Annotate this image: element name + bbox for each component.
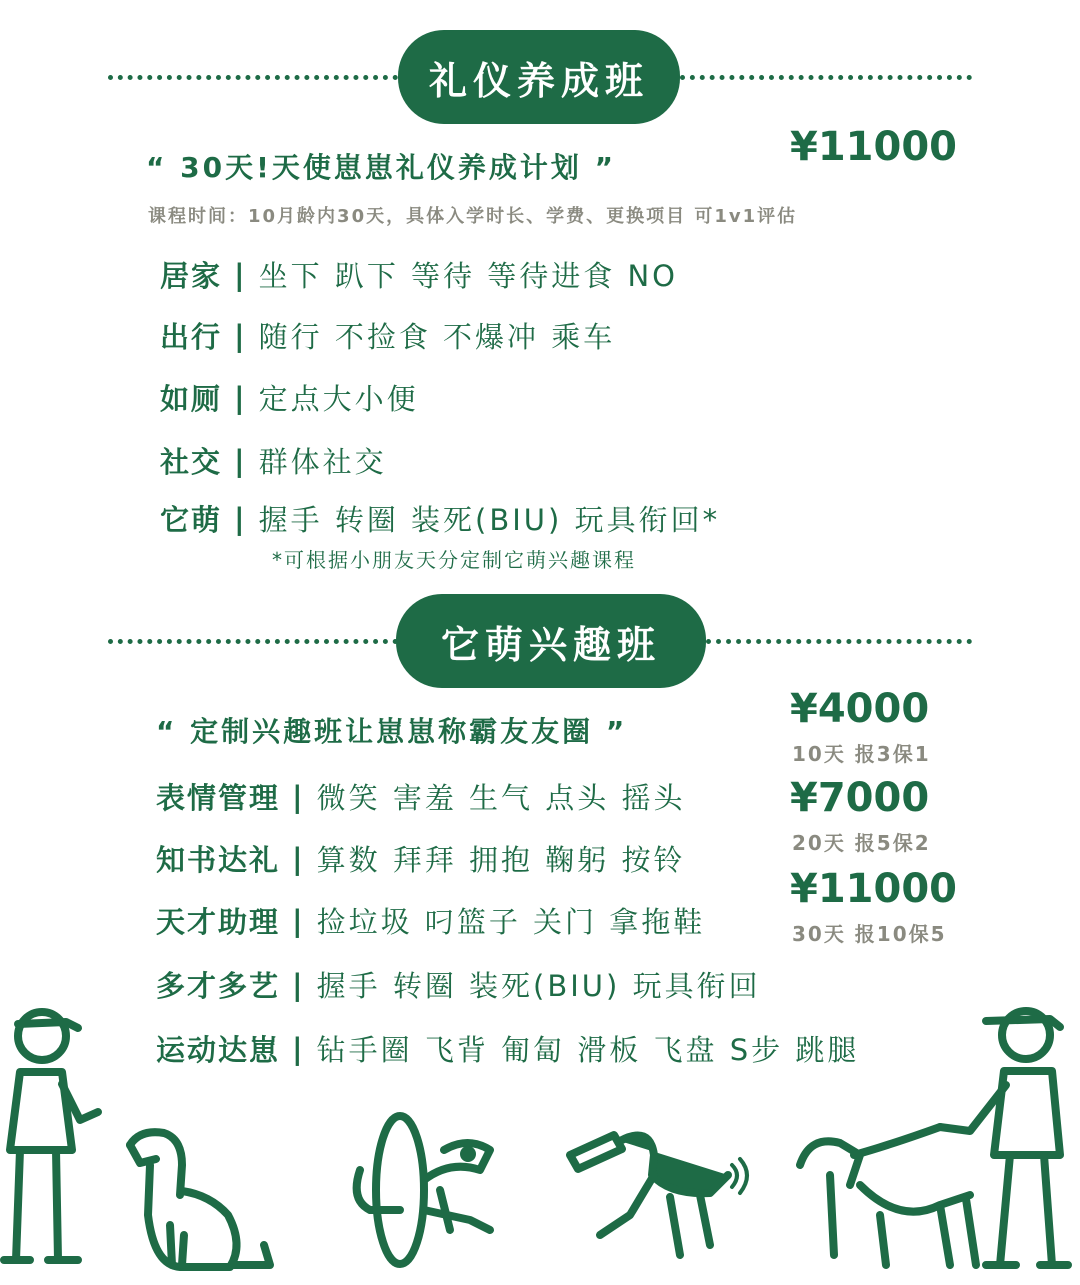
man-with-treat-icon — [0, 1000, 110, 1270]
row-items: 捡垃圾 叼篮子 关门 拿拖鞋 — [316, 905, 706, 939]
row-items: 随行 不捡食 不爆冲 乘车 — [258, 320, 616, 354]
section2-price-note-3: 30天 报10保5 — [792, 922, 947, 946]
row-items: 握手 转圈 装死(BIU) 玩具衔回 — [316, 969, 761, 1003]
list-item — [160, 315, 615, 356]
section1-footnote: *可根据小朋友天分定制它萌兴趣课程 — [272, 548, 636, 572]
list-item — [160, 498, 720, 539]
dog-jumping-hoop-icon — [340, 1110, 510, 1270]
row-label: 社交 — [160, 445, 223, 479]
row-separator: | — [292, 903, 303, 938]
row-separator: | — [292, 967, 303, 1002]
row-label: 知书达礼 — [156, 843, 281, 877]
list-item — [160, 377, 419, 418]
section2-price-3: ¥11000 — [790, 866, 957, 912]
list-item — [160, 254, 678, 295]
section2-price-note-2: 20天 报5保2 — [792, 831, 931, 855]
list-item — [160, 440, 387, 481]
row-separator: | — [234, 501, 245, 536]
row-items: 定点大小便 — [258, 382, 419, 416]
dog-fetching-newspaper-icon — [560, 1115, 750, 1265]
row-label: 天才助理 — [156, 905, 281, 939]
list-item — [156, 900, 705, 941]
course-time-note: 课程时间：10月龄内30天，具体入学时长、学费、更换项目 可1v1评估 — [148, 206, 798, 227]
sitting-dog-icon — [120, 1125, 280, 1275]
row-separator: | — [234, 380, 245, 415]
section1-price: ¥11000 — [790, 124, 957, 170]
list-item — [156, 1028, 859, 1069]
row-items: 群体社交 — [258, 445, 387, 479]
row-separator: | — [234, 257, 245, 292]
man-walking-dog-icon — [790, 995, 1080, 1275]
row-separator: | — [292, 1031, 303, 1066]
row-separator: | — [292, 779, 303, 814]
row-label: 如厕 — [160, 382, 223, 416]
section2-quote: “ 定制兴趣班让崽崽称霸友友圈 ” — [156, 715, 628, 748]
list-item — [156, 964, 761, 1005]
row-items: 坐下 趴下 等待 等待进食 NO — [258, 259, 679, 293]
divider-left — [108, 639, 398, 644]
section2-price-note-1: 10天 报3保1 — [792, 742, 931, 766]
section-title-interest: 它萌兴趣班 — [396, 594, 706, 688]
section2-price-1: ¥4000 — [790, 686, 930, 732]
row-items: 钻手圈 飞背 匍匐 滑板 飞盘 S步 跳腿 — [316, 1033, 860, 1067]
divider-right — [706, 639, 972, 644]
row-items: 握手 转圈 装死(BIU) 玩具衔回* — [258, 503, 721, 537]
row-separator: | — [234, 318, 245, 353]
row-label: 表情管理 — [156, 781, 281, 815]
row-label: 居家 — [160, 259, 223, 293]
row-label: 出行 — [160, 320, 223, 354]
list-item — [156, 776, 685, 817]
divider-left — [108, 75, 398, 80]
row-label: 多才多艺 — [156, 969, 281, 1003]
row-label: 它萌 — [160, 503, 223, 537]
row-items: 微笑 害羞 生气 点头 摇头 — [316, 781, 686, 815]
divider-right — [680, 75, 972, 80]
list-item — [156, 838, 685, 879]
section2-price-2: ¥7000 — [790, 775, 930, 821]
section1-quote: “ 30天!天使崽崽礼仪养成计划 ” — [146, 151, 617, 184]
row-label: 运动达崽 — [156, 1033, 281, 1067]
row-separator: | — [292, 841, 303, 876]
row-items: 算数 拜拜 拥抱 鞠躬 按铃 — [316, 843, 686, 877]
section-title-etiquette: 礼仪养成班 — [398, 30, 680, 124]
row-separator: | — [234, 443, 245, 478]
